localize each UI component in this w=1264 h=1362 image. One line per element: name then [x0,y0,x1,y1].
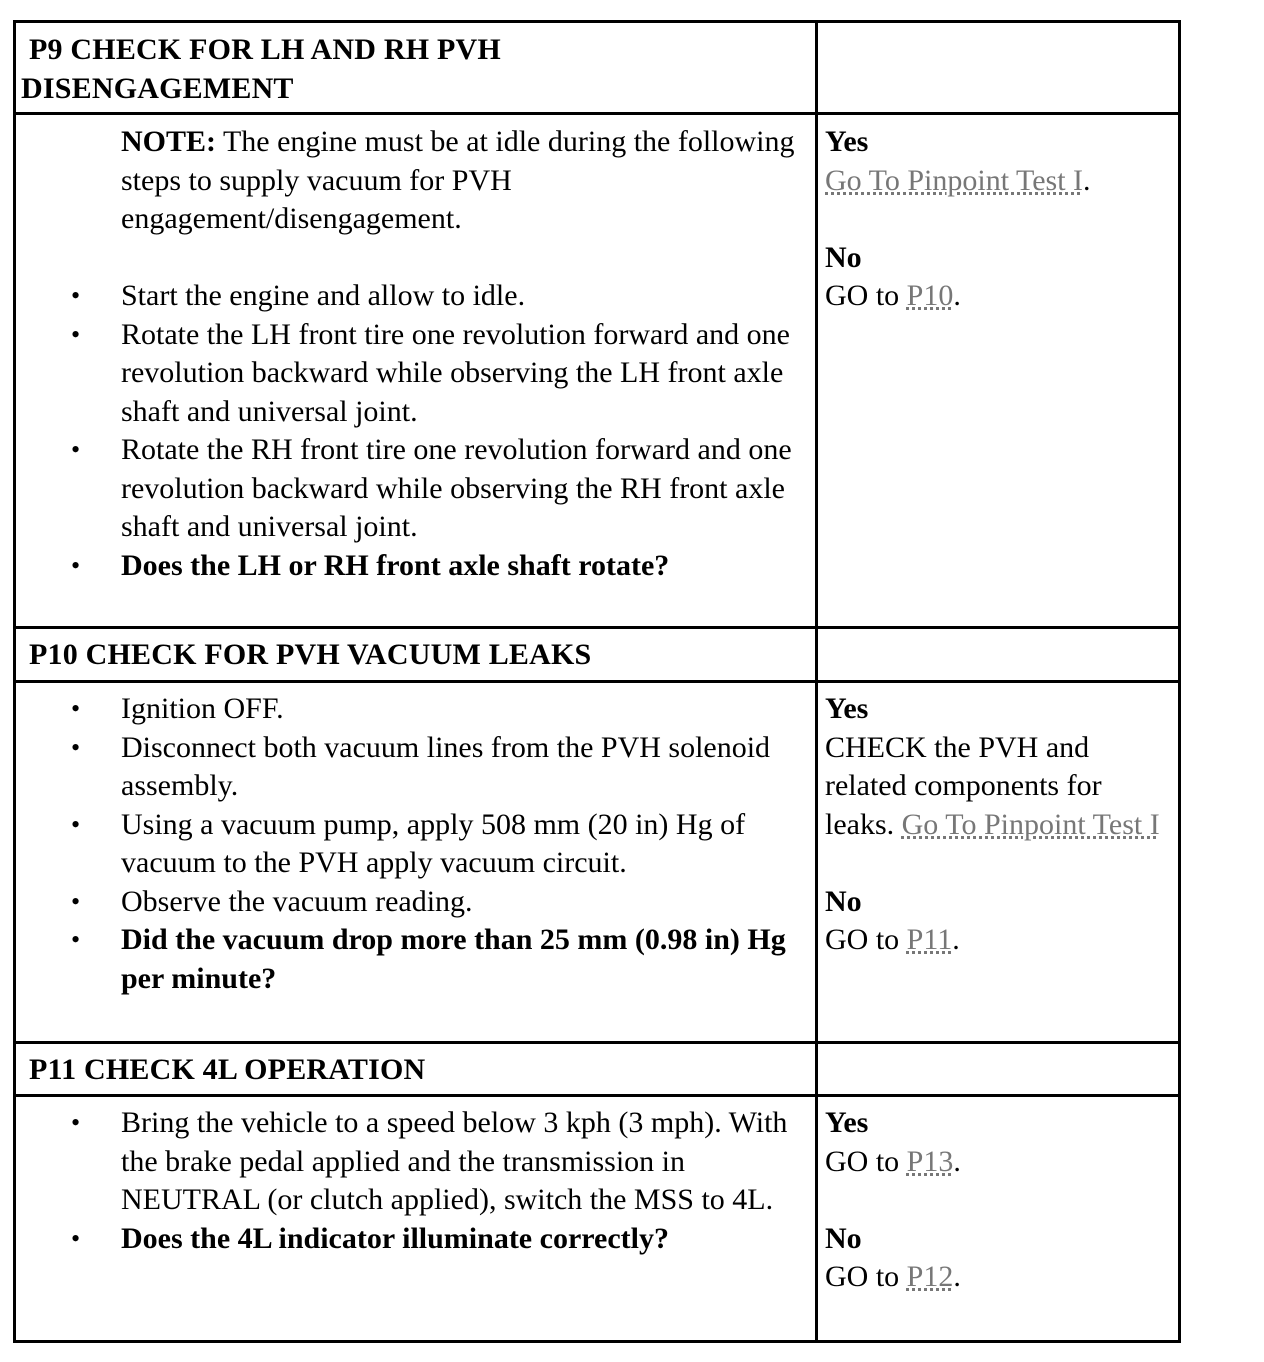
column-divider [815,20,818,1343]
section-answers-p9: Yes Go To Pinpoint Test I. No GO to P10. [825,123,1175,316]
yes-link[interactable]: Go To Pinpoint Test I [901,807,1160,841]
table-border-top [13,20,1181,23]
list-item: • Start the engine and allow to idle. [121,277,811,316]
section-header-p10: P10 CHECK FOR PVH VACUUM LEAKS [29,638,592,671]
row-divider [13,112,1181,115]
note-text: The engine must be at idle during the following steps to supply vacuum for PVH engagement/disengagement. [121,125,795,235]
list-item: • Ignition OFF. [121,690,811,729]
list-item [71,1220,811,1259]
section-answers-p11: Yes GO to P13. No GO to P12. [825,1104,1175,1297]
step-list-p10 [71,690,811,998]
bullet-icon: • [71,550,81,580]
section-body-p10 [71,690,811,998]
note-label: NOTE: [121,125,217,158]
bullet-icon: • [71,694,81,723]
bullet-icon: • [71,435,81,464]
yes-link[interactable]: Go To Pinpoint Test I [825,163,1084,197]
question: Does the LH or RH front axle shaft rotate? [121,548,670,582]
section-body-p9 [71,123,811,585]
no-link[interactable]: P12 [906,1260,954,1293]
note [121,123,811,239]
question: Does the 4L indicator illuminate correctly? [121,1221,669,1255]
row-divider [13,680,1181,683]
yes-label: Yes [825,125,869,158]
step-list-p11 [71,1104,811,1258]
no-label: No [825,884,862,918]
list-item [71,921,811,998]
table-border-bottom [13,1340,1181,1343]
bullet-icon: • [71,732,81,762]
section-header-p11: P11 CHECK 4L OPERATION [29,1053,426,1086]
bullet-icon: • [71,319,81,349]
no-label: No [825,240,862,274]
section-header-p9-line2: DISENGAGEMENT [21,72,294,105]
list-item: • Bring the vehicle to a speed below 3 kph (3 mph). With the brake pedal applied and the transmission in NEUTRAL (or clutch applied), switch the MSS to 4L. [71,1106,788,1216]
list-item: • Rotate the LH front tire one revolution forward and one revolution backward while observing the LH front axle shaft and universal joint. [71,317,790,428]
bullet-icon: • [71,1223,81,1253]
no-link[interactable]: P11 [906,923,953,956]
list-item: • Using a vacuum pump, apply 508 mm (20 in) Hg of vacuum to the PVH apply vacuum circuit. [71,807,746,879]
table-border-right [1178,20,1181,1343]
list-item: • Disconnect both vacuum lines from the PVH solenoid assembly. [71,730,771,802]
yes-link[interactable]: P13 [906,1144,954,1178]
step-list-p9 [71,277,811,585]
section-header-p9-line1: P9 CHECK FOR LH AND RH PVH [29,33,501,66]
row-divider [13,1094,1181,1097]
bullet-icon: • [71,886,81,916]
row-divider [13,1041,1181,1044]
no-link[interactable]: P10 [906,279,954,312]
list-item: • Observe the vacuum reading. [121,883,811,922]
row-divider [13,626,1181,629]
section-header-p9 [21,30,501,108]
yes-label: Yes [825,1106,869,1139]
list-item [71,547,811,586]
list-item: • Rotate the RH front tire one revolution forward and one revolution backward while observing the RH front axle shaft and universal joint. [71,433,792,543]
bullet-icon: • [71,925,81,954]
bullet-icon: • [71,809,81,839]
bullet-icon: • [71,281,81,310]
question: Did the vacuum drop more than 25 mm (0.98 in) Hg per minute? [121,923,786,995]
section-answers-p10: Yes CHECK the PVH and related components for leaks. Go To Pinpoint Test I No GO to P11. [825,690,1175,960]
diagnostic-table [13,20,1181,1343]
table-border-left [13,20,16,1343]
section-body-p11 [71,1104,811,1258]
bullet-icon: • [71,1108,81,1137]
yes-label: Yes [825,692,869,725]
no-label: No [825,1221,862,1255]
